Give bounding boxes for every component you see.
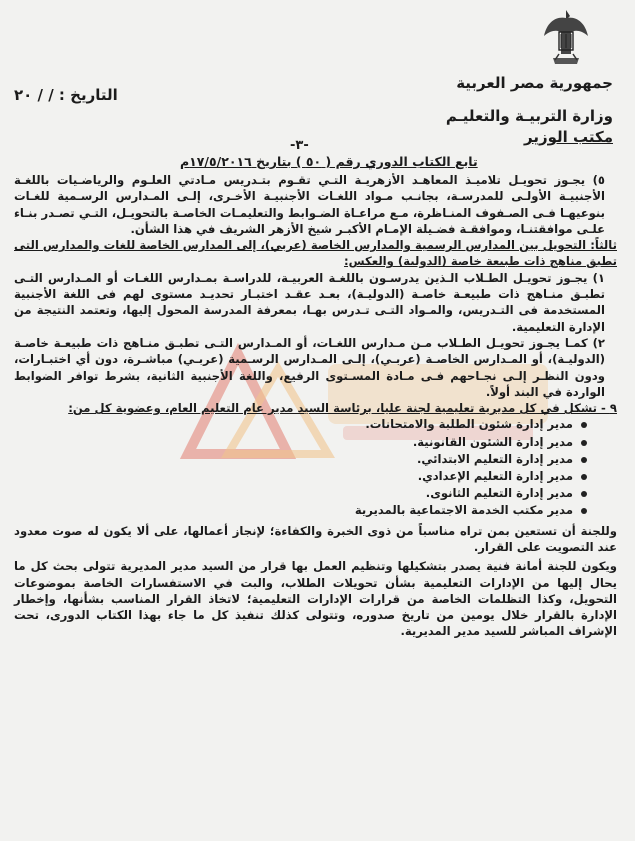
- section-third-heading: ثالثاً: التحويل بين المدارس الرسمية والمدارس الخاصة (عربي)، إلى المدارس الخاصة للغات والمدارس التى تطبق مناهج ذات طبيعة خاصة (الدولية) والعكس:: [14, 238, 617, 269]
- document-subtitle: تابع الكتاب الدوري رقم ( ٥٠ ) بتاريخ ١٧/٥/٢٠١٦م: [180, 154, 478, 169]
- paragraph-third-1: ١) يجـوز تحويـل الطـلاب الـذين يدرسـون باللغـة العربيـة، للدراسـة بمـدارس اللغـات أو المـدارس التـى تطبـق منـاهج ذات طبيعـة خاصـة (الدوليـة)، بعـد عقـد اختبـار تحديـد مستوى لهم فى اللغة الأجنبية المستخدمة فى التـدريس، والمـواد التـى تـدرس بهـا، بمعرفة المدرسة المحول إليها، وتعتمد النتيجة من الإدارة التعليمية.: [14, 270, 605, 334]
- list-item: مدير إدارة شئون الطلبة والامتحانات.: [14, 416, 587, 433]
- list-item: مدير إدارة التعليم الإعدادي.: [14, 468, 587, 485]
- eagle-emblem-icon: [541, 6, 591, 70]
- list-item: مدير إدارة الشئون القانونية.: [14, 434, 587, 451]
- committee-members-list: [14, 416, 617, 519]
- page-number: -٣-: [290, 138, 309, 153]
- list-item: مدير إدارة التعليم الثانوى.: [14, 485, 587, 502]
- list-item: مدير مكتب الخدمة الاجتماعية بالمديرية: [14, 502, 587, 519]
- closing-paragraph-2: ويكون للجنة أمانة فنية يصدر بتشكيلها وتنظيم العمل بها قرار من السيد مدير المديرية تتولى بحث كل ما يحال إليها من الإدارات التعليمية بشأن تحويلات الطلاب، والبت في الاستفسارات الخاصة بموضوعات التحويل، وكذا التظلمات الخاصة من قرارات الإدارات التعليمية؛ لاتخاذ القرار المناسب بشأنها، وإخطار الإدارة بالقرار خلال يومين من تاريخ صدوره، وتتولى كذلك تنفيذ كل ما جاء بهذا الكتاب الدورى، تحت الإشراف المباشر للسيد مدير المديرية.: [14, 559, 617, 639]
- list-item: مدير إدارة التعليم الابتدائي.: [14, 451, 587, 468]
- closing-paragraph-1: وللجنة أن تستعين بمن تراه مناسباً من ذوى الخبرة والكفاءة؛ لإنجاز أعمالها، على ألا يكون له صوت معدود عند التصويت على القرار.: [14, 523, 617, 554]
- paragraph-item-5: ٥) يجـوز تحويـل تلاميـذ المعاهـد الأزهريـة التـي تقـوم بتـدريس مـادتي العلـوم والرياضـيات باللغـة الأجنبيـة الأولـى للمدرسـة، بجانـب مـواد اللغـات الأجنبيـة الأخـرى، إلـى المـدارس الرسـمية للغـات بنوعيهـا فـى الصـفوف المنـاظرة، مـع مراعـاة الضـوابط والتعليمـات الخاصـة بالتحويـل، التـي تصـدر بنـاء علـى موافقتنـا، وموافقـة فضـيلة الإمـام الأكبـر شيخ الأزهر الشريف في هذا الشأن.: [14, 173, 605, 236]
- date-field: التاريخ : / / ٢٠: [14, 86, 118, 104]
- paragraph-item-9: ٩ - تشكل في كل مديرية تعليمية لجنة عليا، برئاسة السيد مدير عام التعليم العام، وعضوية كل من:: [68, 401, 617, 416]
- office-name: مكتب الوزير: [523, 128, 613, 146]
- document-body: [14, 172, 617, 640]
- paragraph-third-2: ٢) كمـا يجـوز تحويـل الطـلاب مـن مـدارس اللغـات، أو المـدارس التـى تطبـق منـاهج ذات طبيعـة خاصـة (الدوليـة)، أو المـدارس الخاصـة (عربـي)، إلـى المـدارس الرسـمية (عربـي) مباشـرة، دون أي اختبـارات، ودون النظـر إلـى نجـاحهم فـى مـادة المسـتوى الرفيع، واللغة الأجنبية الثانية، بشرط توافر الضوابط الواردة في البند أولاً.: [14, 335, 605, 399]
- ministry-name: وزارة التربيـة والتعليـم: [445, 107, 613, 125]
- country-name: جمهورية مصر العربية: [456, 74, 613, 92]
